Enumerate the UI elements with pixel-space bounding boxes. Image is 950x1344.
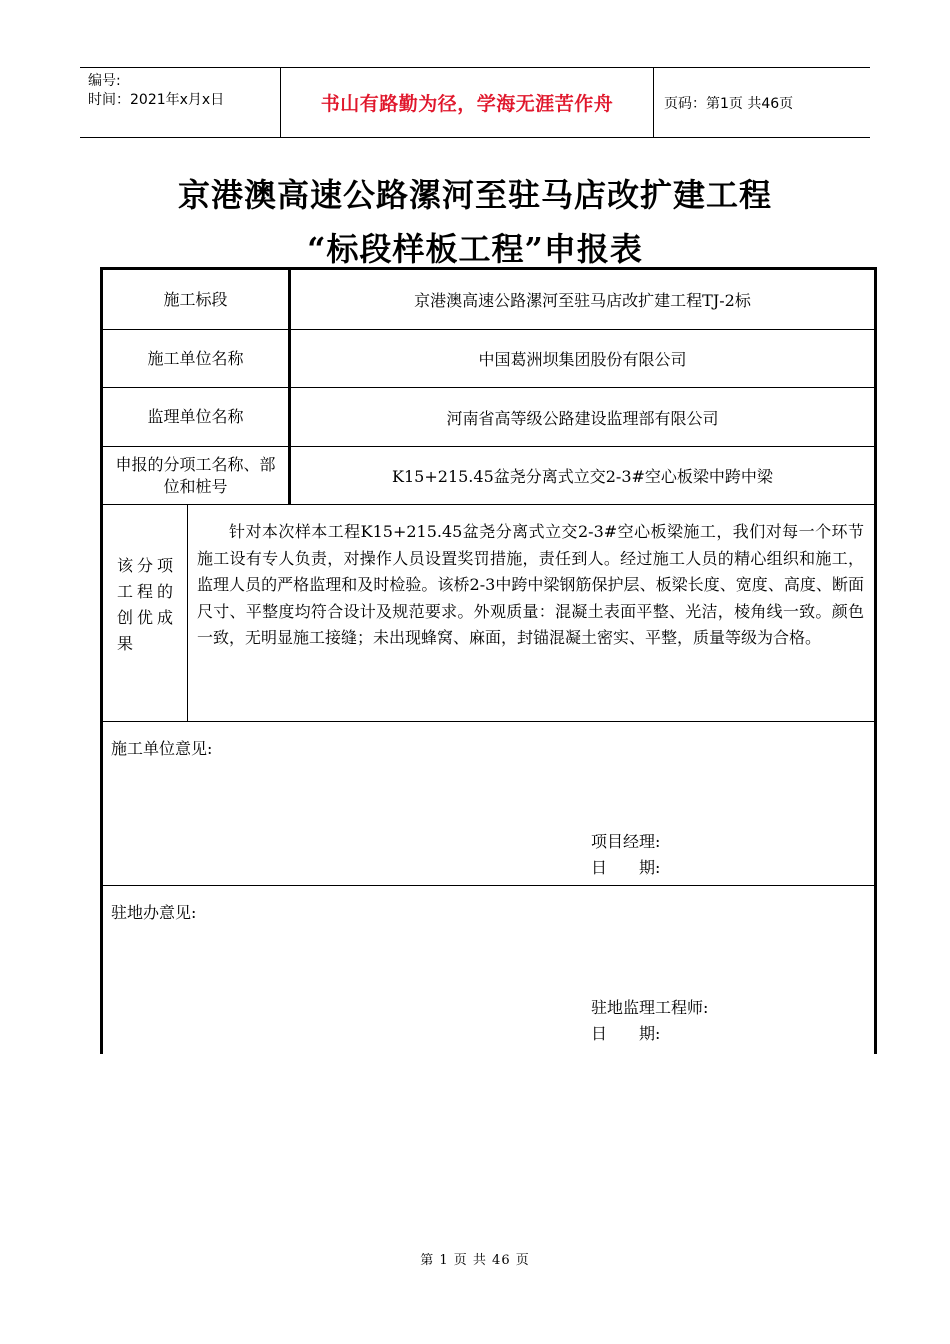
- document-title-line2: “标段样板工程”申报表: [307, 230, 643, 268]
- application-form: [100, 267, 877, 1054]
- achievement-text: 针对本次样本工程K15+215.45盆尧分离式立交2-3#空心板梁施工，我们对每一个环节施工设有专人负责，对操作人员设置奖罚措施，责任到人。经过施工人员的精心组织和施工，监理人员的严格监理和及时检验。该桥2-3中跨中梁钢筋保护层、板梁长度、宽度、高度、断面尺寸、平整度均符合设计及规范要求。外观质量：混凝土表面平整、光洁，棱角线一致。颜色一致，无明显施工接缝；未出现蜂窝、麻面，封锚混凝土密实、平整，质量等级为合格。: [197, 522, 864, 647]
- row-label: 施工标段: [103, 270, 291, 329]
- achievement-label: 该分项工程的创优成果: [103, 505, 188, 721]
- number-label: 编号:: [88, 73, 121, 89]
- row-label: 申报的分项工名称、部位和桩号: [103, 447, 291, 504]
- contractor-opinion-section: [103, 721, 874, 885]
- contractor-opinion-title: 施工单位意见:: [111, 739, 213, 758]
- form-row-item: [103, 446, 874, 504]
- form-row-section: [103, 270, 874, 329]
- document-title-line1: 京港澳高速公路漯河至驻马店改扩建工程: [177, 176, 772, 214]
- resident-opinion-section: [103, 885, 874, 1054]
- form-row-achievement: [103, 504, 874, 721]
- row-label: 监理单位名称: [103, 388, 291, 446]
- row-value: K15+215.45盆尧分离式立交2-3#空心板梁中跨中梁: [392, 467, 773, 486]
- row-value: 河南省高等级公路建设监理部有限公司: [446, 408, 719, 428]
- resident-engineer-signature: 驻地监理工程师:: [591, 998, 709, 1017]
- form-row-contractor: [103, 329, 874, 387]
- contractor-date: 日 期:: [591, 858, 661, 877]
- row-value: 中国葛洲坝集团股份有限公司: [478, 350, 687, 369]
- row-label: 施工单位名称: [103, 330, 291, 387]
- header-meta: [80, 68, 281, 137]
- page-footer: 第 1 页 共 46 页: [420, 1253, 530, 1268]
- resident-opinion-title: 驻地办意见:: [111, 903, 197, 922]
- page-header: [80, 67, 870, 138]
- header-motto: 书山有路勤为径，学海无涯苦作舟: [281, 68, 654, 137]
- row-value: 京港澳高速公路漯河至驻马店改扩建工程TJ-2标: [414, 291, 751, 310]
- time-label: 时间：2021年x月x日: [88, 92, 225, 108]
- resident-date: 日 期:: [591, 1024, 661, 1043]
- project-manager-signature: 项目经理:: [591, 832, 661, 851]
- form-row-supervisor: [103, 387, 874, 446]
- header-page-info: 页码：第1页 共46页: [664, 95, 794, 112]
